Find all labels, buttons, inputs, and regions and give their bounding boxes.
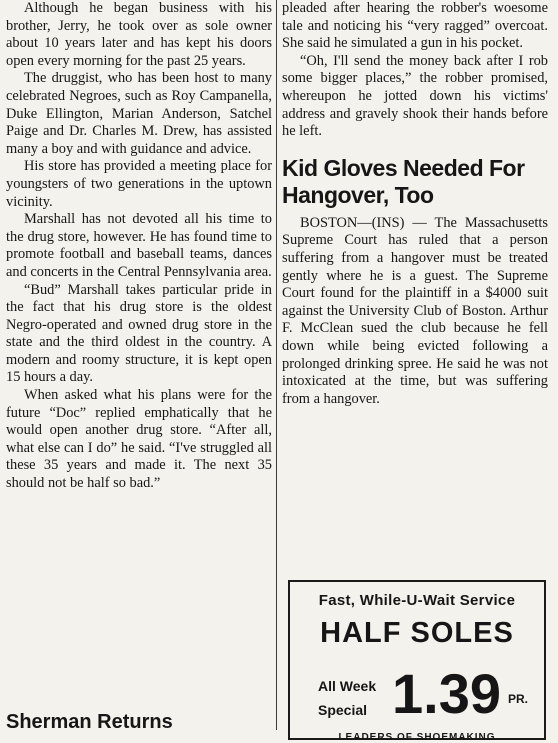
article-paragraph: His store has provided a meeting place for youngsters of two generations in the uptown vicinity. (6, 158, 272, 210)
ad-title: HALF SOLES (320, 617, 514, 649)
column-rule (276, 0, 277, 730)
ad-unit: PR. (508, 692, 529, 706)
article-paragraph: “Bud” Marshall takes particular pride in the fact that his drug store is the oldest Negro-operated and owned drug store in the state and the third oldest in the country. A modern and roomy structure, it is kept open 15 hours a day. (6, 281, 272, 386)
next-article-headline: Sherman Returns (6, 711, 173, 733)
ad-special-text: Special (318, 702, 368, 718)
article-paragraph: Although he began business with his brother, Jerry, he took over as sole owner about 10 years later and has kept his doors open every morning for the past 25 years. (6, 0, 272, 69)
article-paragraph: The druggist, who has been host to many celebrated Negroes, such as Roy Campanella, Duke Ellington, Marian Anderson, Satchel Paige and Dr. Charles M. Drew, has assisted many a boy and with guidance and advice. (6, 70, 272, 157)
article-paragraph: pleaded after hearing the robber's woesome tale and noticing his “very ragged” overcoat. She said he simulated a gun in his pocket. (282, 0, 548, 52)
story-paragraph: BOSTON—(INS) — The Massachusetts Supreme Court has ruled that a person suffering from a hangover must be treated gently where he is a guest. The Supreme Court found for the plaintiff in a $4000 suit against the University Club of Boston. Arthur F. McClean sued the club because he fell down while being evicted following a prolonged drinking spree. He said he was not intoxicated at the time, but was suffering from a hangover. (282, 214, 548, 407)
ad-tagline: Fast, While-U-Wait Service (318, 592, 516, 609)
story-headline: Kid Gloves Needed For Hangover, Too (282, 154, 525, 208)
ad-all-week (318, 674, 376, 722)
article-paragraph: Marshall has not devoted all his time to the drug store, however. He has found time to promote football and baseball teams, dances and concerts in the Central Pennsylvania area. (6, 211, 272, 280)
ad-all-week-text: All Week (318, 678, 377, 694)
right-column (282, 0, 548, 408)
shoe-repair-ad (288, 580, 546, 743)
article-paragraph: “Oh, I'll send the money back after I rob some bigger places,” the robber promised, whereupon he jotted down his victims' address and gravely shook their hands before he left. (282, 52, 548, 140)
ad-bottom-line: LEADERS OF SHOEMAKING (338, 732, 496, 743)
left-column (6, 0, 272, 493)
article-paragraph: When asked what his plans were for the future “Doc” replied emphatically that he would open another drug store. “After all, what else can I do” he said. “I've struggled all these 35 years and made it. The next 35 should not be half so bad.” (6, 387, 272, 492)
ad-price: 1.39 (392, 662, 501, 725)
